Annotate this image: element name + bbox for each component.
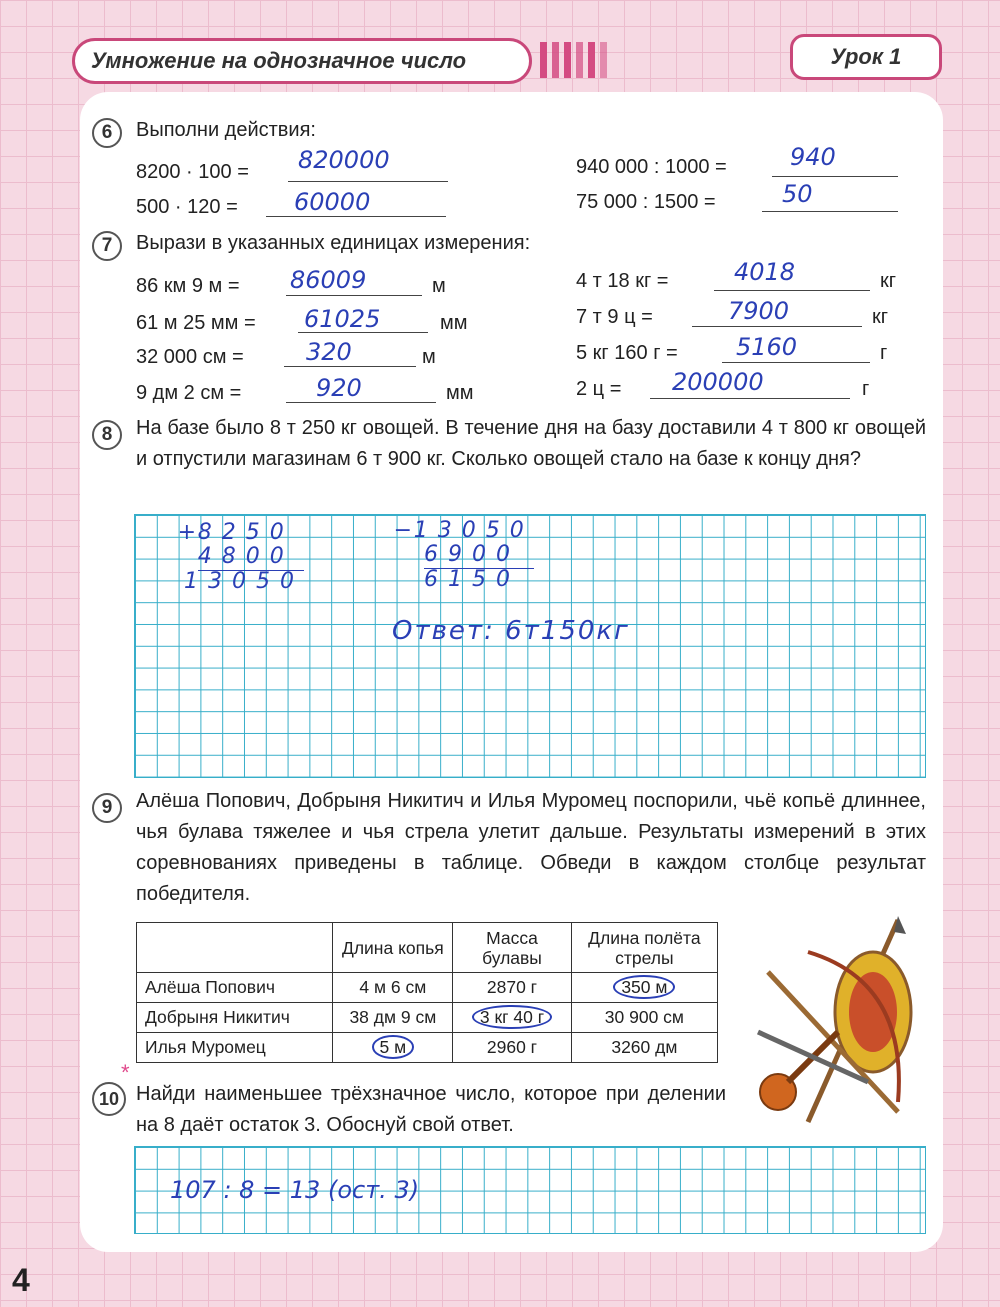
answer-line: [284, 366, 416, 367]
answer-line: [722, 362, 870, 363]
task-6-answer-4: 50: [782, 180, 813, 208]
task-7-expr-2: 61 м 25 мм =: [136, 312, 256, 334]
calc-operand-a: 13050: [413, 518, 534, 543]
results-table: [136, 922, 718, 1063]
lesson-label: [790, 34, 942, 80]
task-7-expr-8: 2 ц =: [576, 378, 622, 400]
task-7-expr-3: 32 000 см =: [136, 346, 244, 368]
calc-operand-b: 6900: [424, 541, 520, 567]
task-7-unit-2: мм: [440, 312, 468, 334]
answer-line: [772, 176, 898, 177]
task-10-text: Найди наименьшее трёхзначное число, которое при делении на 8 даёт остаток 3. Обоснуй свой ответ.: [136, 1083, 726, 1136]
task-7-expr-7: 5 кг 160 г =: [576, 342, 678, 364]
calc-result: 13050: [184, 568, 304, 594]
task-7-number: 7: [92, 231, 122, 261]
weapons-illustration: [748, 912, 928, 1132]
task-10-number: 10: [92, 1082, 126, 1116]
calc-sign: −: [393, 518, 413, 543]
mace-cell: [453, 1003, 572, 1033]
task-7-unit-7: г: [880, 342, 888, 364]
task-7-expr-5: 4 т 18 кг =: [576, 270, 669, 292]
difficulty-star: *: [121, 1060, 130, 1085]
header-cell: [137, 923, 333, 973]
task-8-calc-2: [392, 520, 534, 592]
spear-cell: 38 дм 9 см: [333, 1003, 453, 1033]
task-7-unit-4: мм: [446, 382, 474, 404]
answer-line: [692, 326, 862, 327]
task-10-answer: 107 : 8 = 13 (ост. 3): [170, 1176, 420, 1204]
task-6-expr-2: 500 · 120 =: [136, 196, 238, 218]
task-6-expr-4: 75 000 : 1500 =: [576, 191, 716, 213]
header-cell: Длина копья: [333, 923, 453, 973]
calc-sign: +: [177, 520, 197, 545]
calc-result: 6150: [424, 566, 520, 592]
spear-cell: [333, 1033, 453, 1063]
task-7-unit-1: м: [432, 275, 446, 297]
task-7-unit-6: кг: [872, 306, 889, 328]
task-7-prompt: Вырази в указанных единицах измерения:: [136, 232, 531, 254]
task-8-calc-1: [176, 522, 304, 594]
winner-circle: 350 м: [613, 975, 675, 999]
mace-cell: 2960 г: [453, 1033, 572, 1063]
task-7-unit-8: г: [862, 378, 870, 400]
lesson-text: Урок 1: [830, 44, 902, 69]
task-9-text: Алёша Попович, Добрыня Никитич и Илья Муромец поспорили, чьё копьё длиннее, чья булава тяжелее и чья стрела улетит дальше. Результаты измерений в этих соревнованиях приведены в таблице. Обведи в каждом столбце результат победителя.: [136, 790, 926, 905]
table-header-row: [137, 923, 718, 973]
calc-operand-b: 4800: [197, 543, 294, 569]
answer-line: [266, 216, 446, 217]
task-6-answer-3: 940: [790, 143, 836, 171]
header-cell: Масса булавы: [453, 923, 572, 973]
winner-circle: 3 кг 40 г: [472, 1005, 552, 1029]
header-decoration: [540, 42, 607, 78]
task-7-unit-3: м: [422, 346, 436, 368]
topic-title: Умножение на однозначное число: [91, 48, 467, 73]
answer-line: [286, 402, 436, 403]
hero-name: Илья Муромец: [137, 1033, 333, 1063]
task-7-answer-7: 5160: [736, 333, 798, 361]
task-7-answer-5: 4018: [734, 258, 796, 286]
table-row: [137, 1033, 718, 1063]
arrow-cell: 30 900 см: [571, 1003, 717, 1033]
calc-operand-a: 8250: [197, 520, 294, 545]
task-7-expr-1: 86 км 9 м =: [136, 275, 240, 297]
task-7-expr-6: 7 т 9 ц =: [576, 306, 653, 328]
header-cell: Длина полёта стрелы: [571, 923, 717, 973]
arrow-cell: 3260 дм: [571, 1033, 717, 1063]
task-6-expr-1: 8200 · 100 =: [136, 161, 249, 183]
table-row: [137, 1003, 718, 1033]
task-7-expr-4: 9 дм 2 см =: [136, 382, 242, 404]
table-row: [137, 973, 718, 1003]
task-6-answer-1: 820000: [298, 146, 390, 174]
topic-title-bar: [72, 38, 532, 84]
spear-cell: 4 м 6 см: [333, 973, 453, 1003]
answer-line: [714, 290, 870, 291]
winner-circle: 5 м: [372, 1035, 415, 1059]
task-7-unit-5: кг: [880, 270, 897, 292]
arrow-cell: [571, 973, 717, 1003]
hero-name: Добрыня Никитич: [137, 1003, 333, 1033]
task-7-answer-2: 61025: [304, 305, 381, 333]
task-8-text: На базе было 8 т 250 кг овощей. В течение дня на базу доставили 4 т 800 кг овощей и отпустили магазинам 6 т 900 кг. Сколько овощей стало на базе к концу дня?: [136, 417, 926, 470]
task-7-answer-8: 200000: [672, 368, 764, 396]
answer-line: [762, 211, 898, 212]
task-9-number: 9: [92, 793, 122, 823]
answer-line: [286, 295, 422, 296]
task-7-answer-3: 320: [306, 338, 352, 366]
task-7-answer-4: 920: [316, 374, 362, 402]
task-6-prompt: Выполни действия:: [136, 119, 316, 141]
task-6-answer-2: 60000: [294, 188, 371, 216]
task-6-expr-3: 940 000 : 1000 =: [576, 156, 727, 178]
task-7-answer-6: 7900: [728, 297, 790, 325]
task-6-number: 6: [92, 118, 122, 148]
answer-line: [650, 398, 850, 399]
task-8-number: 8: [92, 420, 122, 450]
answer-line: [288, 181, 448, 182]
task-8-answer: Ответ: 6т150кг: [392, 616, 630, 646]
mace-cell: 2870 г: [453, 973, 572, 1003]
hero-name: Алёша Попович: [137, 973, 333, 1003]
task-7-answer-1: 86009: [290, 266, 367, 294]
page-number: 4: [12, 1262, 30, 1298]
